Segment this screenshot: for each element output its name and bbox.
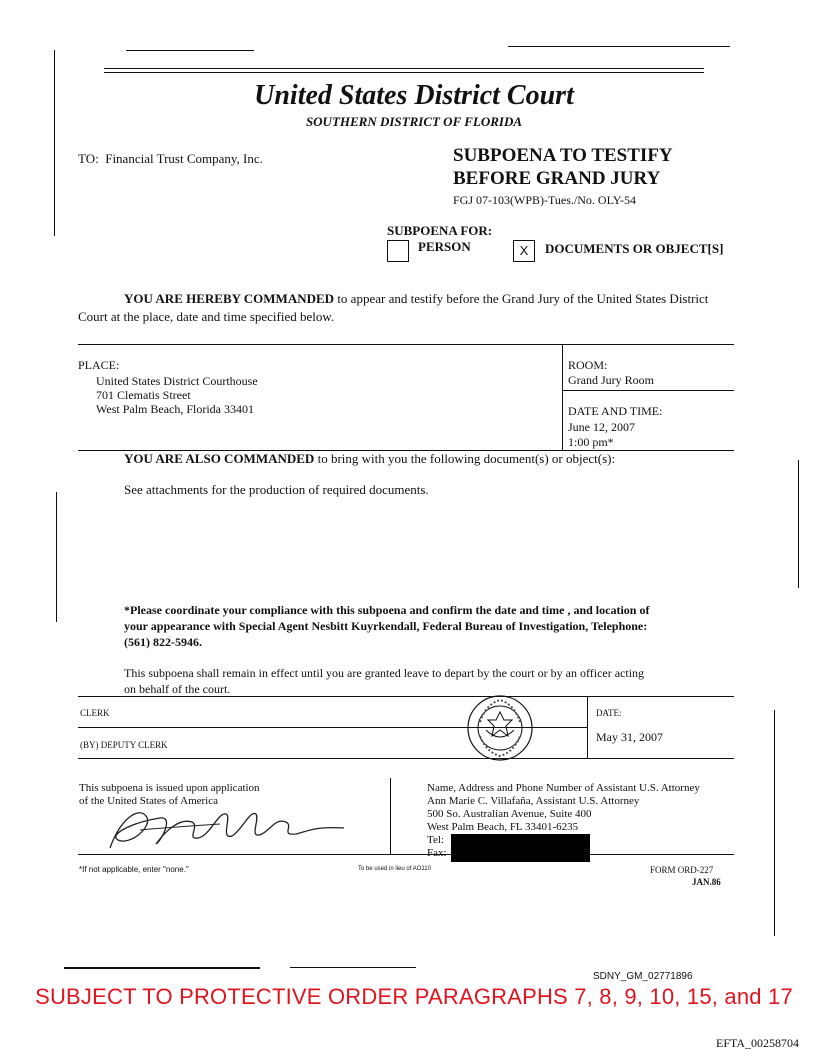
also-commanded xyxy=(124,451,615,467)
note-line3: (561) 822-5946. xyxy=(124,635,202,649)
attachments-text: See attachments for the production of required documents. xyxy=(124,482,429,497)
place-line3: West Palm Beach, Florida 33401 xyxy=(96,402,255,416)
note-line1: *Please coordinate your compliance with this subpoena and confirm the date and time , and location of xyxy=(124,603,650,617)
subpoena-for-label: SUBPOENA FOR: xyxy=(387,223,493,238)
header-double-rule-2 xyxy=(104,72,704,73)
court-seal xyxy=(466,694,534,762)
to-label xyxy=(78,151,263,167)
datetime-date: June 12, 2007 xyxy=(568,420,635,434)
bottom-rule-right xyxy=(290,967,416,968)
right-margin-mark-2 xyxy=(774,710,775,936)
form-number: FORM ORD-227 xyxy=(650,865,714,875)
attorney-street: 500 So. Australian Avenue, Suite 400 xyxy=(427,808,592,820)
place-top-rule xyxy=(78,344,734,345)
clerk-date-label: DATE: xyxy=(596,708,622,718)
room-value: Grand Jury Room xyxy=(568,373,654,387)
redaction-box xyxy=(451,834,590,862)
place-right-divider xyxy=(562,344,563,450)
note-line2: your appearance with Special Agent Nesbitt Kuyrkendall, Federal Bureau of Investigation, Telephone: xyxy=(124,619,648,633)
to-recipient: Financial Trust Company, Inc. xyxy=(105,151,263,166)
person-checkbox[interactable] xyxy=(387,240,409,262)
form-date: JAN.86 xyxy=(692,877,721,887)
also-lead: YOU ARE ALSO COMMANDED xyxy=(124,451,315,466)
clerk-right-divider xyxy=(587,696,588,758)
attorney-name: Ann Marie C. Villafaña, Assistant U.S. Attorney xyxy=(427,795,640,807)
datetime-label: DATE AND TIME: xyxy=(568,404,663,418)
place-label: PLACE: xyxy=(78,358,120,372)
effect-line1: This subpoena shall remain in effect until you are granted leave to depart by the court or by an officer acting xyxy=(124,666,645,680)
attorney-signature xyxy=(100,800,350,854)
place-line2: 701 Clematis Street xyxy=(96,388,191,402)
command-paragraph xyxy=(78,290,798,326)
top-right-rule xyxy=(508,46,730,47)
effect-text xyxy=(124,665,644,697)
deputy-clerk-label: (BY) DEPUTY CLERK xyxy=(80,740,168,750)
left-margin-mark xyxy=(54,50,55,236)
header-double-rule-1 xyxy=(104,68,704,69)
datetime-time: 1:00 pm* xyxy=(568,435,614,449)
documents-label: DOCUMENTS OR OBJECT[S] xyxy=(545,241,724,256)
documents-checkbox[interactable]: X xyxy=(513,240,535,262)
subpoena-reference: FGJ 07-103(WPB)-Tues./No. OLY-54 xyxy=(453,193,637,207)
clerk-top-rule xyxy=(78,696,734,697)
attorney-fax-label: Fax: xyxy=(427,847,447,859)
court-title: United States District Court xyxy=(254,80,574,111)
attorney-tel-label: Tel: xyxy=(427,834,444,846)
application-line2: of the United States of America xyxy=(79,795,218,807)
attorney-heading: Name, Address and Phone Number of Assistant U.S. Attorney xyxy=(427,782,700,794)
efta-number: EFTA_00258704 xyxy=(716,1036,800,1050)
room-bottom-rule xyxy=(562,390,734,391)
right-margin-mark-1 xyxy=(798,460,799,588)
effect-line2: on behalf of the court. xyxy=(124,682,231,696)
command-lead: YOU ARE HEREBY COMMANDED xyxy=(124,291,335,306)
bates-number: SDNY_GM_02771896 xyxy=(593,971,693,982)
coordination-note xyxy=(124,602,649,650)
protective-order-notice: SUBJECT TO PROTECTIVE ORDER PARAGRAPHS 7, 8, 9, 10, 15, and 17 xyxy=(35,984,793,1009)
clerk-bottom-rule xyxy=(78,758,734,759)
used-in-lieu: To be used in lieu of AO110 xyxy=(358,866,431,872)
person-label: PERSON xyxy=(418,239,471,254)
clerk-label: CLERK xyxy=(80,708,110,718)
subpoena-heading-1: SUBPOENA TO TESTIFY xyxy=(453,145,673,166)
to-label-text: TO: xyxy=(78,151,99,166)
also-rest: to bring with you the following document(s) or object(s): xyxy=(314,451,616,466)
clerk-date-value: May 31, 2007 xyxy=(596,730,663,744)
subpoena-heading-2: BEFORE GRAND JURY xyxy=(453,168,661,189)
left-margin-mark-2 xyxy=(56,492,57,622)
application-line1: This subpoena is issued upon application xyxy=(79,782,260,794)
application-divider xyxy=(390,778,391,854)
place-line1: United States District Courthouse xyxy=(96,374,258,388)
attorney-city: West Palm Beach, FL 33401-6235 xyxy=(427,821,579,833)
if-not-applicable: *If not applicable, enter "none." xyxy=(79,865,189,874)
command-rest: to appear and testify before the Grand Jury of the United States District xyxy=(334,291,709,306)
bottom-rule-left xyxy=(64,967,260,969)
top-left-rule xyxy=(126,50,254,51)
room-label: ROOM: xyxy=(568,358,608,372)
command-line2: Court at the place, date and time specified below. xyxy=(78,309,335,324)
court-subtitle: SOUTHERN DISTRICT OF FLORIDA xyxy=(305,114,523,129)
